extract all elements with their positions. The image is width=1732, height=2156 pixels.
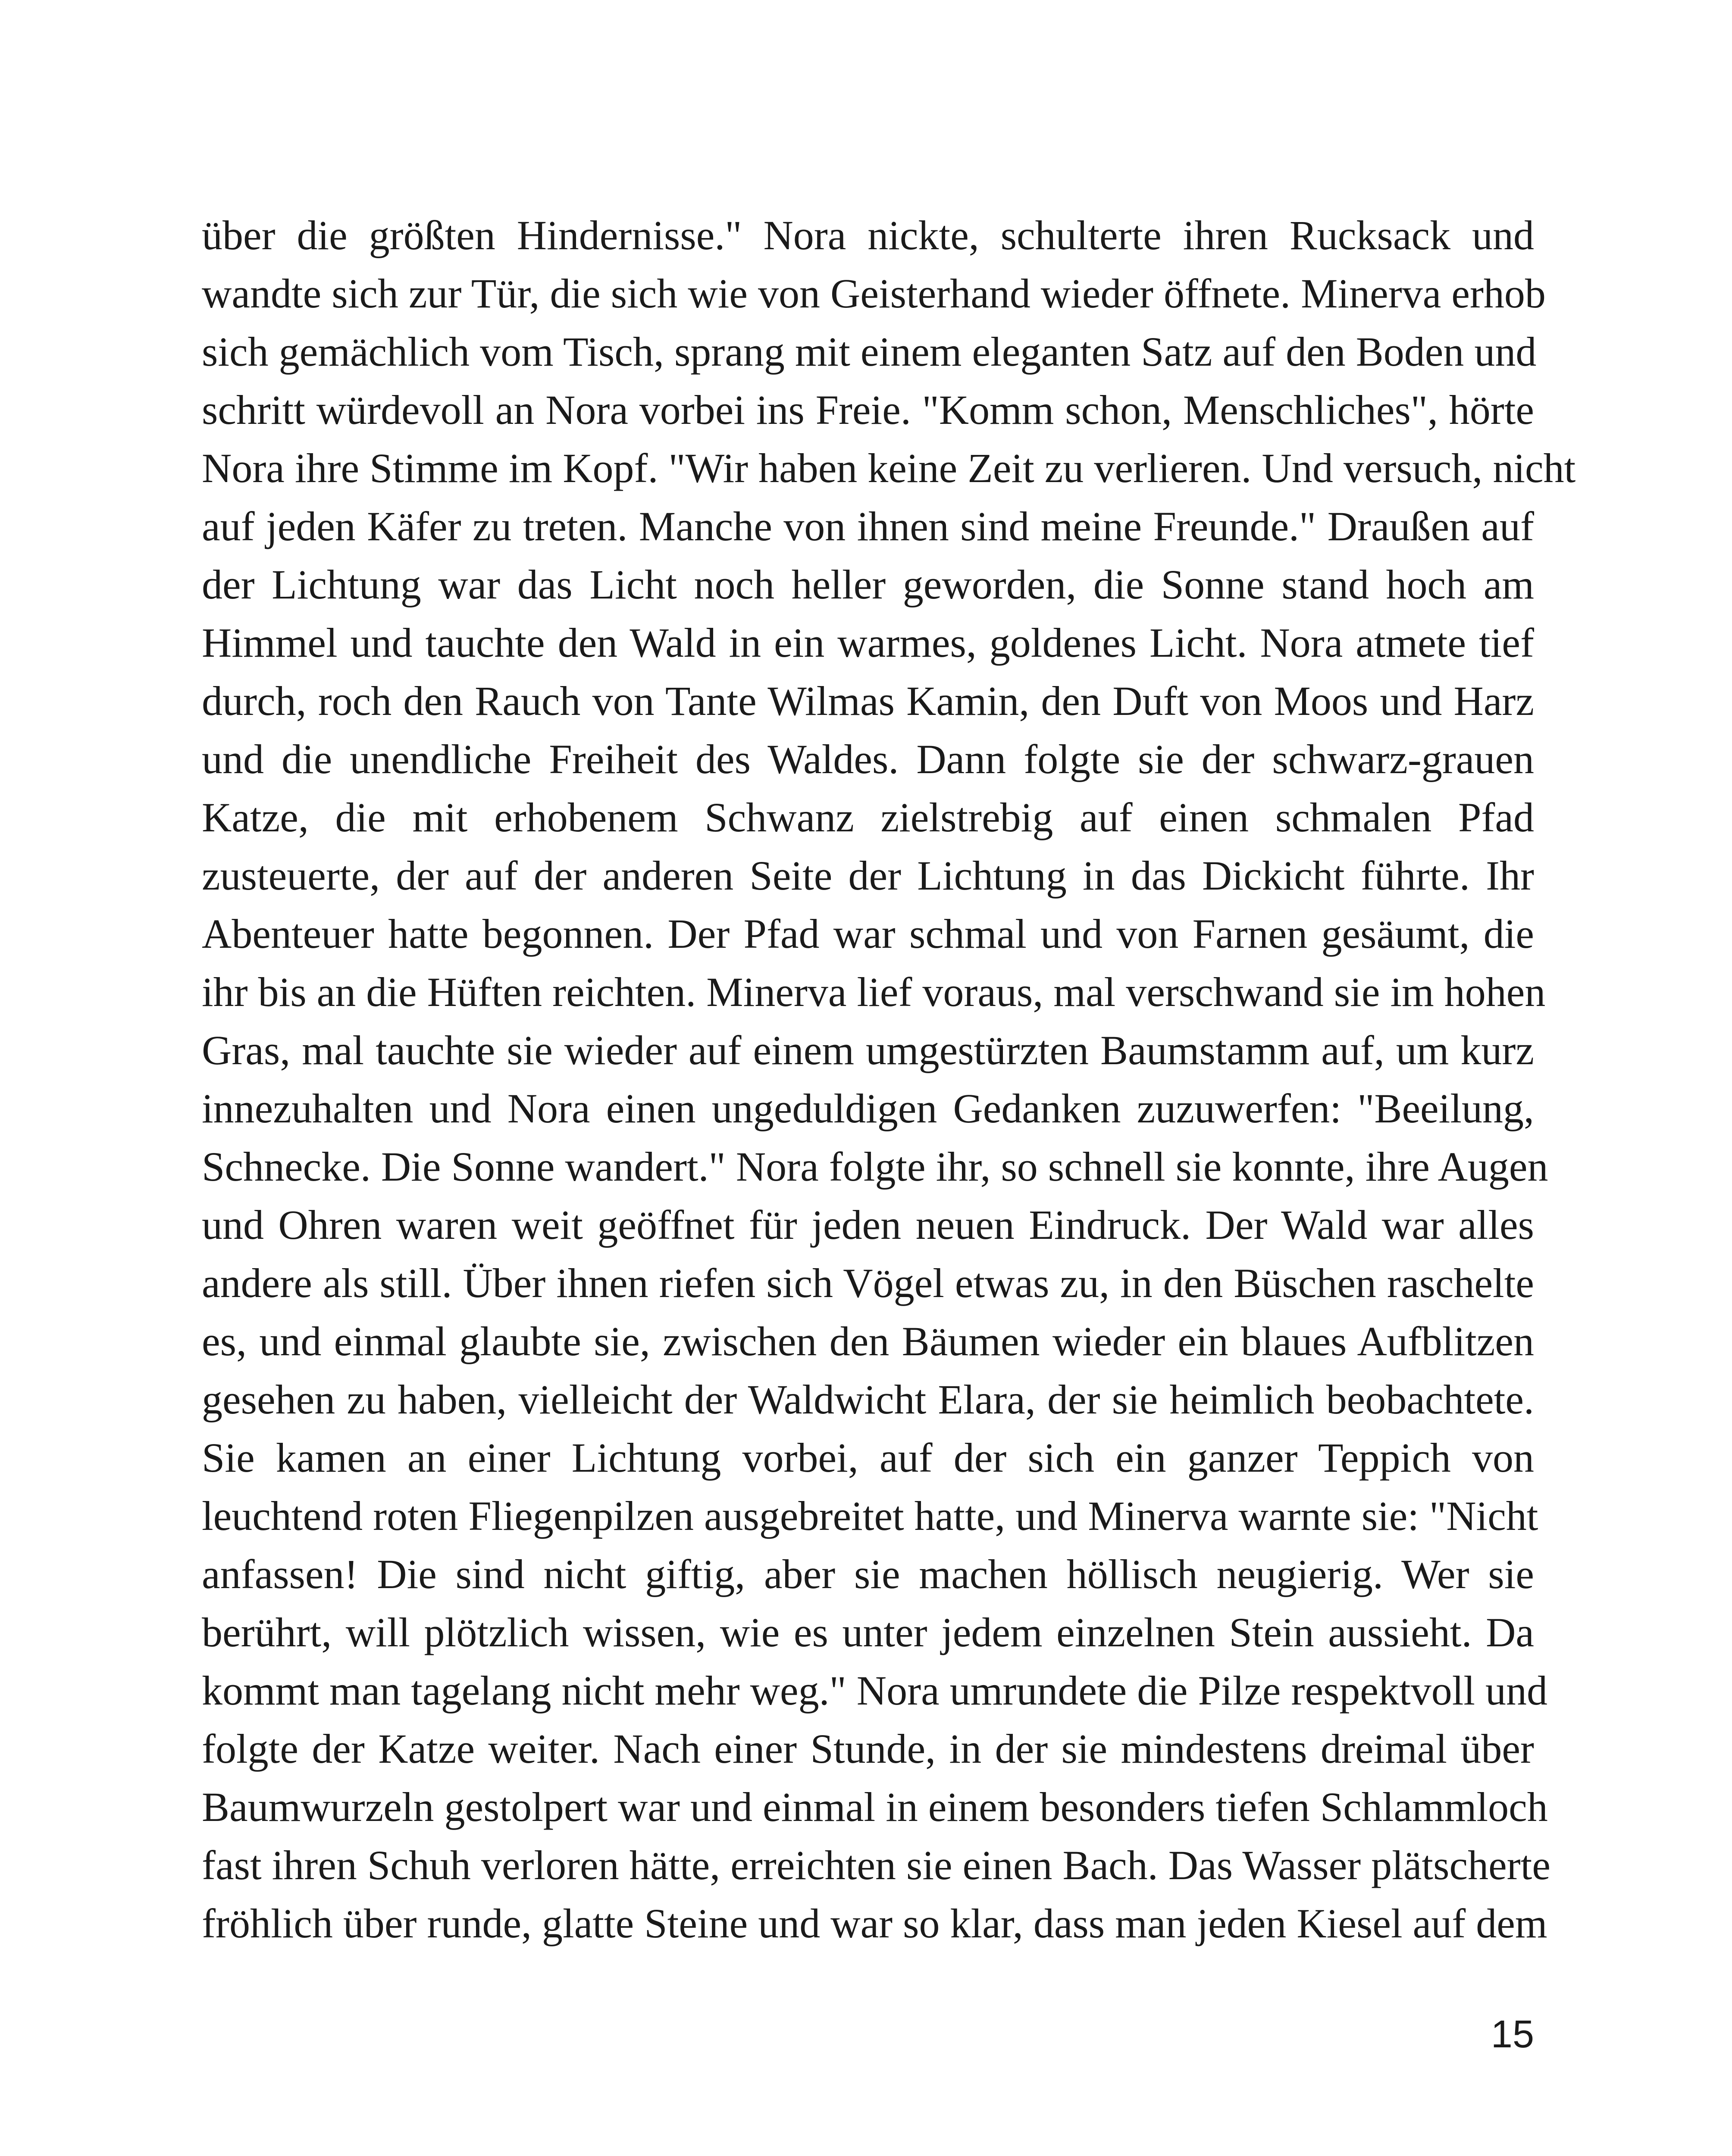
text-line: fröhlich über runde, glatte Steine und war so klar, dass man jeden Kiesel auf dem: [202, 1900, 1547, 1946]
page-number: 15: [1491, 2013, 1534, 2056]
text-line: gesehen zu haben, vielleicht der Waldwicht Elara, der sie heimlich beobachtete.: [202, 1376, 1534, 1423]
text-line: berührt, will plötzlich wissen, wie es unter jedem einzelnen Stein aussieht. Da: [202, 1609, 1534, 1655]
text-line: Sie kamen an einer Lichtung vorbei, auf der sich ein ganzer Teppich von: [202, 1435, 1534, 1481]
text-line: Abenteuer hatte begonnen. Der Pfad war schmal und von Farnen gesäumt, die: [202, 911, 1534, 957]
text-line: und die unendliche Freiheit des Waldes. Dann folgte sie der schwarz-grauen: [202, 736, 1534, 782]
text-line: zusteuerte, der auf der anderen Seite der Lichtung in das Dickicht führte. Ihr: [202, 852, 1534, 899]
text-line: Nora ihre Stimme im Kopf. "Wir haben keine Zeit zu verlieren. Und versuch, nicht: [202, 445, 1576, 491]
text-line: ihr bis an die Hüften reichten. Minerva lief voraus, mal verschwand sie im hohen: [202, 969, 1546, 1015]
text-line: Katze, die mit erhobenem Schwanz zielstrebig auf einen schmalen Pfad: [202, 794, 1534, 840]
text-line: folgte der Katze weiter. Nach einer Stunde, in der sie mindestens dreimal über: [202, 1726, 1534, 1772]
text-line: Gras, mal tauchte sie wieder auf einem umgestürzten Baumstamm auf, um kurz: [202, 1027, 1534, 1073]
text-line: und Ohren waren weit geöffnet für jeden neuen Eindruck. Der Wald war alles: [202, 1202, 1534, 1248]
text-line: schritt würdevoll an Nora vorbei ins Freie. "Komm schon, Menschliches", hörte: [202, 387, 1534, 433]
text-line: durch, roch den Rauch von Tante Wilmas Kamin, den Duft von Moos und Harz: [202, 678, 1534, 724]
text-line: anfassen! Die sind nicht giftig, aber sie machen höllisch neugierig. Wer sie: [202, 1551, 1534, 1597]
body-paragraph: [202, 206, 1576, 1952]
text-line: es, und einmal glaubte sie, zwischen den Bäumen wieder ein blaues Aufblitzen: [202, 1318, 1534, 1364]
text-line: Baumwurzeln gestolpert war und einmal in einem besonders tiefen Schlammloch: [202, 1784, 1548, 1830]
text-line: Schnecke. Die Sonne wandert." Nora folgte ihr, so schnell sie konnte, ihre Augen: [202, 1144, 1548, 1190]
text-line: Himmel und tauchte den Wald in ein warmes, goldenes Licht. Nora atmete tief: [202, 620, 1534, 666]
text-line: innezuhalten und Nora einen ungeduldigen Gedanken zuzuwerfen: "Beeilung,: [202, 1085, 1534, 1131]
text-line: über die größten Hindernisse." Nora nickte, schulterte ihren Rucksack und: [202, 212, 1534, 258]
text-line: sich gemächlich vom Tisch, sprang mit einem eleganten Satz auf den Boden und: [202, 329, 1537, 375]
text-line: fast ihren Schuh verloren hätte, erreichten sie einen Bach. Das Wasser plätscherte: [202, 1842, 1550, 1888]
text-line: der Lichtung war das Licht noch heller geworden, die Sonne stand hoch am: [202, 561, 1534, 608]
text-line: kommt man tagelang nicht mehr weg." Nora umrundete die Pilze respektvoll und: [202, 1667, 1548, 1714]
text-line: auf jeden Käfer zu treten. Manche von ihnen sind meine Freunde." Draußen auf: [202, 503, 1534, 549]
text-line: leuchtend roten Fliegenpilzen ausgebreitet hatte, und Minerva warnte sie: "Nicht: [202, 1493, 1538, 1539]
text-line: andere als still. Über ihnen riefen sich Vögel etwas zu, in den Büschen raschelte: [202, 1260, 1534, 1306]
text-line: wandte sich zur Tür, die sich wie von Geisterhand wieder öffnete. Minerva erhob: [202, 270, 1546, 317]
